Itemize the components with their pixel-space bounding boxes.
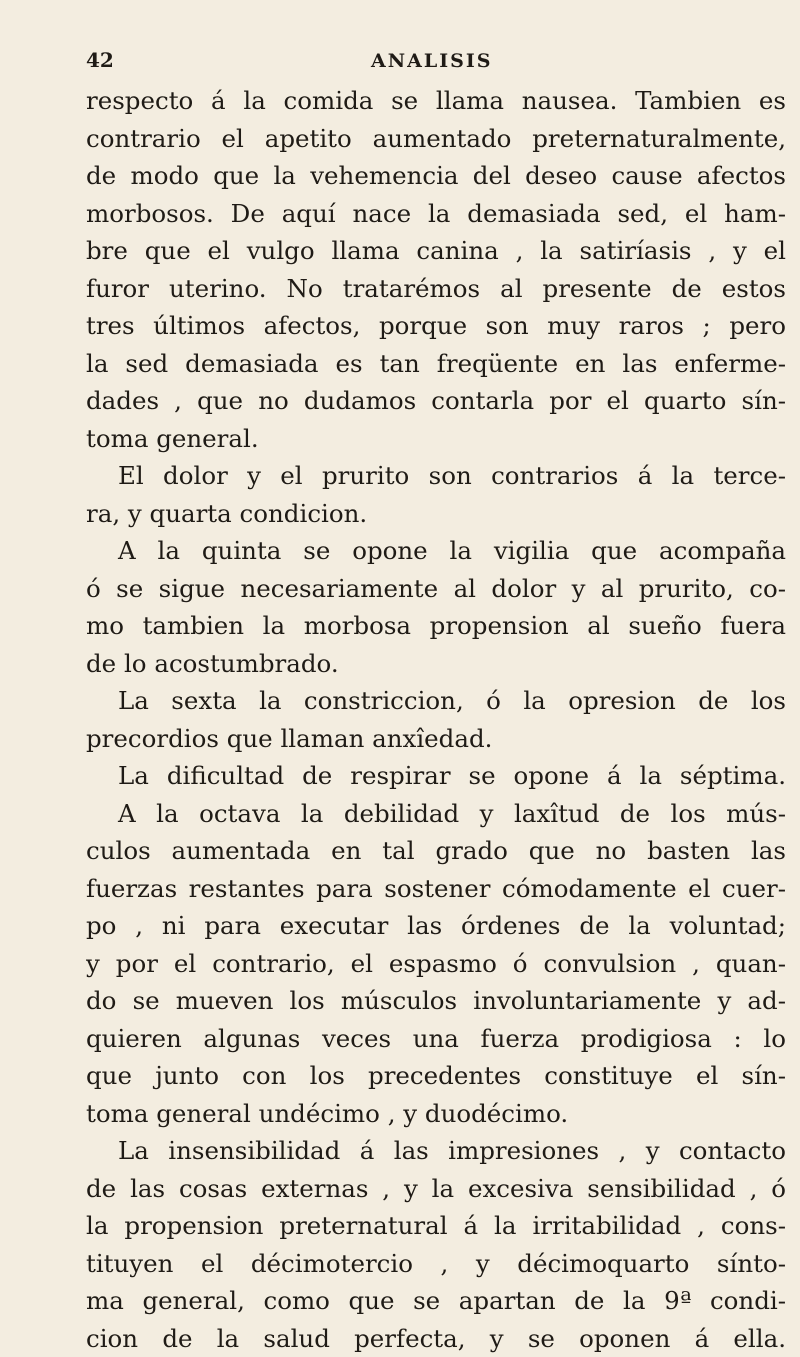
text-line: cion de la salud perfecta, y se oponen á ella.	[86, 1320, 786, 1357]
text-line: la sed demasiada es tan freqüente en las enferme-	[86, 345, 786, 383]
text-line: respecto á la comida se llama nausea. Tambien es	[86, 82, 786, 120]
text-line: La sexta la constriccion, ó la opresion de los	[86, 682, 786, 720]
text-line: po , ni para executar las órdenes de la voluntad;	[86, 907, 786, 945]
body-text	[86, 82, 786, 1357]
text-line: A la octava la debilidad y laxîtud de los mús-	[86, 795, 786, 833]
running-head	[86, 40, 766, 82]
text-line: furor uterino. No tratarémos al presente de estos	[86, 270, 786, 308]
text-line: fuerzas restantes para sostener cómodamente el cuer-	[86, 870, 786, 908]
text-line: que junto con los precedentes constituye el sín-	[86, 1057, 786, 1095]
text-line: El dolor y el prurito son contrarios á la terce-	[86, 457, 786, 495]
text-line: quieren algunas veces una fuerza prodigiosa : lo	[86, 1020, 786, 1058]
text-line: la propension preternatural á la irritabilidad , cons-	[86, 1207, 786, 1245]
page-number: 42	[86, 48, 114, 72]
text-line: ma general, como que se apartan de la 9ª condi-	[86, 1282, 786, 1320]
text-line: tituyen el décimotercio , y décimoquarto sínto-	[86, 1245, 786, 1283]
text-line: La dificultad de respirar se opone á la séptima.	[86, 757, 786, 795]
text-line: toma general.	[86, 420, 786, 458]
text-line: morbosos. De aquí nace la demasiada sed, el ham-	[86, 195, 786, 233]
text-line: bre que el vulgo llama canina , la satiríasis , y el	[86, 232, 786, 270]
text-line: La insensibilidad á las impresiones , y contacto	[86, 1132, 786, 1170]
text-line: de las cosas externas , y la excesiva sensibilidad , ó	[86, 1170, 786, 1208]
text-line: precordios que llaman anxîedad.	[86, 720, 786, 758]
text-line: y por el contrario, el espasmo ó convulsion , quan-	[86, 945, 786, 983]
text-line: ra, y quarta condicion.	[86, 495, 786, 533]
text-line: mo tambien la morbosa propension al sueño fuera	[86, 607, 786, 645]
text-line: de lo acostumbrado.	[86, 645, 786, 683]
text-line: toma general undécimo , y duodécimo.	[86, 1095, 786, 1133]
text-line: do se mueven los músculos involuntariamente y ad-	[86, 982, 786, 1020]
text-line: tres últimos afectos, porque son muy raros ; pero	[86, 307, 786, 345]
running-title: ANALISIS	[371, 50, 492, 72]
text-line: de modo que la vehemencia del deseo cause afectos	[86, 157, 786, 195]
text-line: A la quinta se opone la vigilia que acompaña	[86, 532, 786, 570]
text-line: culos aumentada en tal grado que no basten las	[86, 832, 786, 870]
text-line: contrario el apetito aumentado preternaturalmente,	[86, 120, 786, 158]
text-line: ó se sigue necesariamente al dolor y al prurito, co-	[86, 570, 786, 608]
text-line: dades , que no dudamos contarla por el quarto sín-	[86, 382, 786, 420]
